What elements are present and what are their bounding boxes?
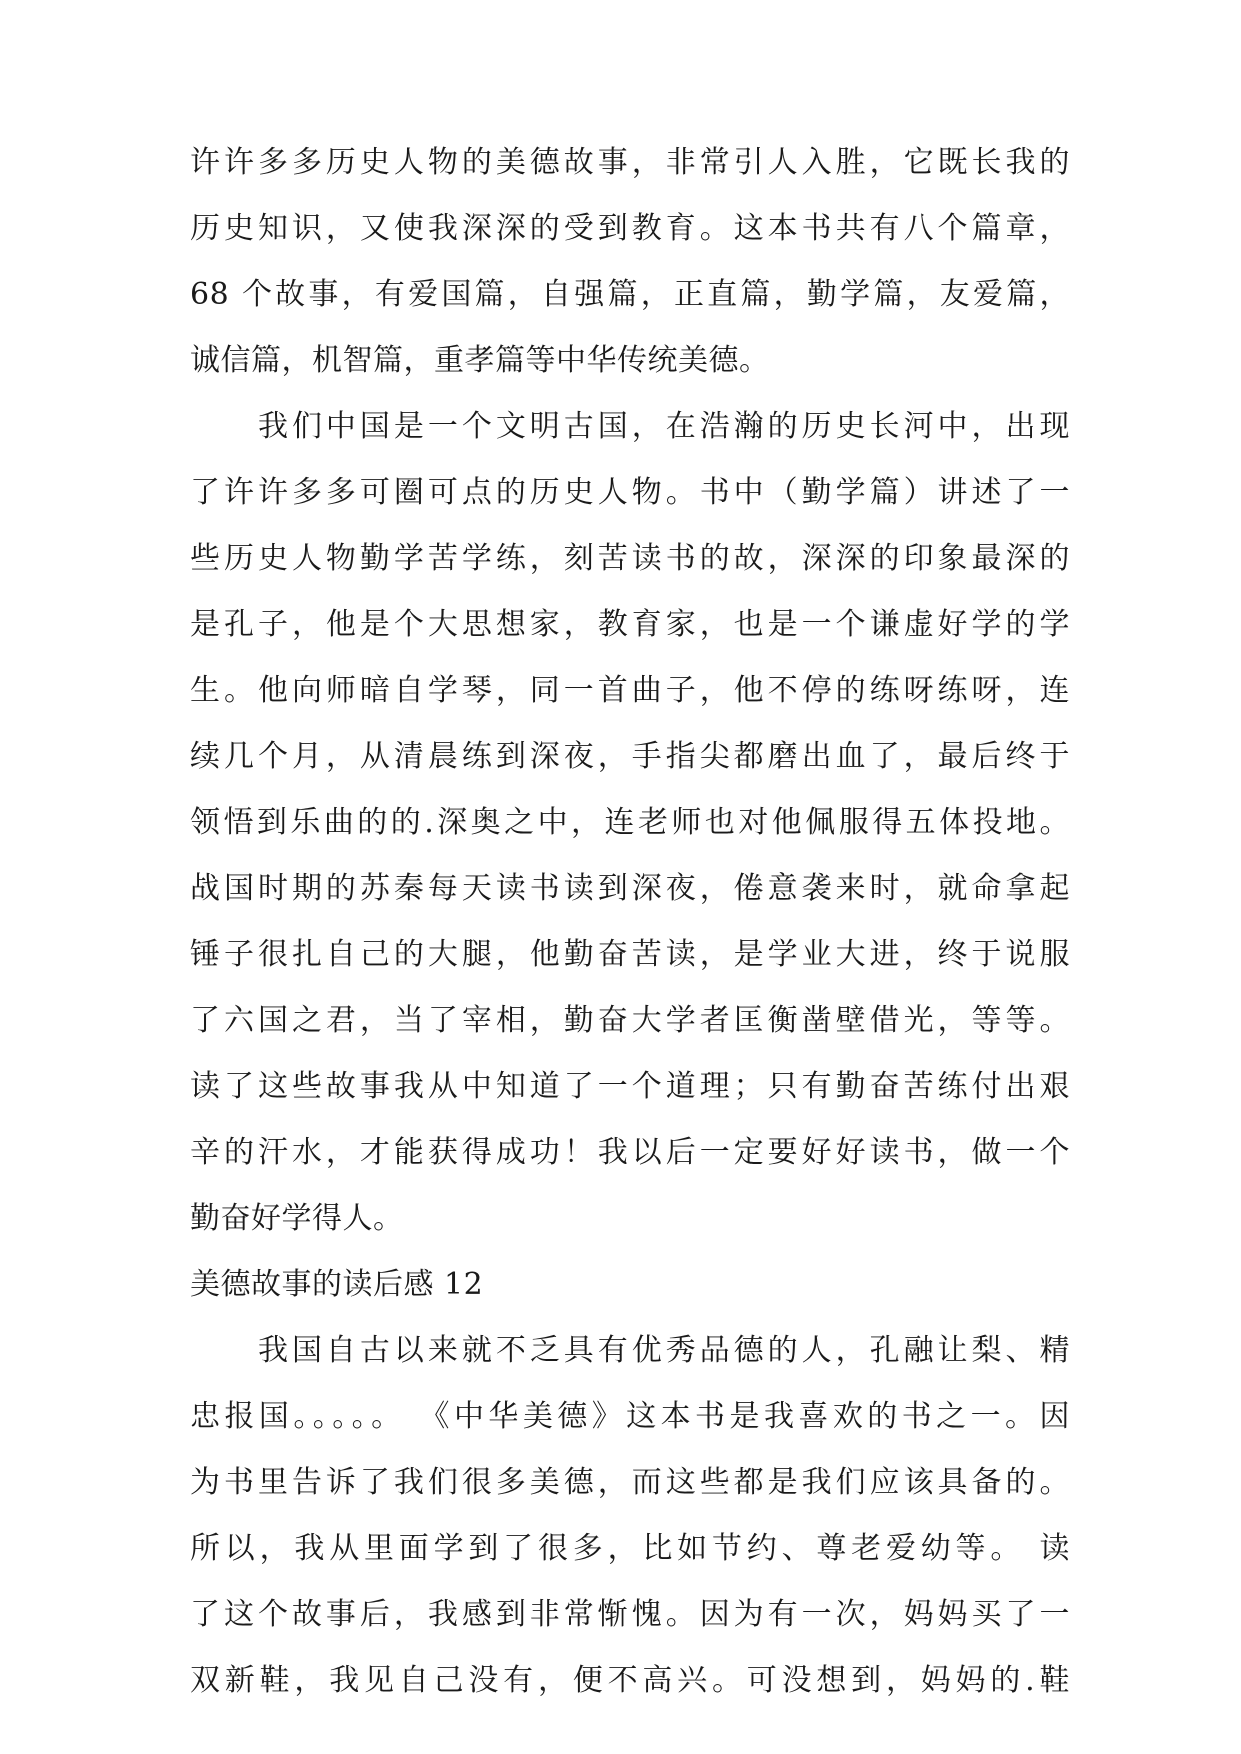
- paragraph-line: 我们中国是一个文明古国，在浩瀚的历史长河中，出现: [190, 409, 1070, 444]
- paragraph-3: [190, 1318, 1070, 1714]
- paragraph-line: 是孔子，他是个大思想家，教育家，也是一个谦虚好学的学: [190, 607, 1070, 642]
- paragraph-line: 战国时期的苏秦每天读书读到深夜，倦意袭来时，就命拿起: [190, 871, 1070, 906]
- paragraph-line: 双新鞋，我见自己没有，便不高兴。可没想到，妈妈的.鞋: [190, 1663, 1070, 1698]
- paragraph-line: 生。他向师暗自学琴，同一首曲子，他不停的练呀练呀，连: [190, 673, 1070, 708]
- document-body: [190, 130, 1070, 1714]
- section-heading: 美德故事的读后感 12: [190, 1267, 484, 1302]
- paragraph-line: 了这个故事后，我感到非常惭愧。因为有一次，妈妈买了一: [190, 1597, 1070, 1632]
- paragraph-line: 为书里告诉了我们很多美德，而这些都是我们应该具备的。: [190, 1465, 1070, 1500]
- paragraph-line: 锤子很扎自己的大腿，他勤奋苦读，是学业大进，终于说服: [190, 937, 1070, 972]
- paragraph-line: 诚信篇，机智篇，重孝篇等中华传统美德。: [190, 343, 770, 378]
- paragraph-line: 领悟到乐曲的的.深奥之中，连老师也对他佩服得五体投地。: [190, 805, 1070, 840]
- paragraph-line: 读了这些故事我从中知道了一个道理；只有勤奋苦练付出艰: [190, 1069, 1070, 1104]
- paragraph-line: 了许许多多可圈可点的历史人物。书中（勤学篇）讲述了一: [190, 475, 1070, 510]
- paragraph-line: 许许多多历史人物的美德故事，非常引人入胜，它既长我的: [190, 145, 1070, 180]
- paragraph-line: 所以，我从里面学到了很多，比如节约、尊老爱幼等。 读: [190, 1531, 1070, 1566]
- section-heading-block: [190, 1252, 1070, 1318]
- paragraph-line: 忠报国。。。。。 《中华美德》这本书是我喜欢的书之一。因: [190, 1399, 1070, 1434]
- paragraph-1: [190, 130, 1070, 394]
- paragraph-line: 我国自古以来就不乏具有优秀品德的人，孔融让梨、精: [190, 1333, 1070, 1368]
- paragraph-line: 历史知识，又使我深深的受到教育。这本书共有八个篇章，: [190, 211, 1070, 246]
- paragraph-2: [190, 394, 1070, 1252]
- paragraph-line: 续几个月，从清晨练到深夜，手指尖都磨出血了，最后终于: [190, 739, 1070, 774]
- paragraph-line: 勤奋好学得人。: [190, 1201, 404, 1236]
- paragraph-line: 68 个故事，有爱国篇，自强篇，正直篇，勤学篇，友爱篇，: [190, 277, 1070, 312]
- paragraph-line: 了六国之君，当了宰相，勤奋大学者匡衡凿壁借光，等等。: [190, 1003, 1070, 1038]
- paragraph-line: 些历史人物勤学苦学练，刻苦读书的故，深深的印象最深的: [190, 541, 1070, 576]
- paragraph-line: 辛的汗水，才能获得成功！我以后一定要好好读书，做一个: [190, 1135, 1070, 1170]
